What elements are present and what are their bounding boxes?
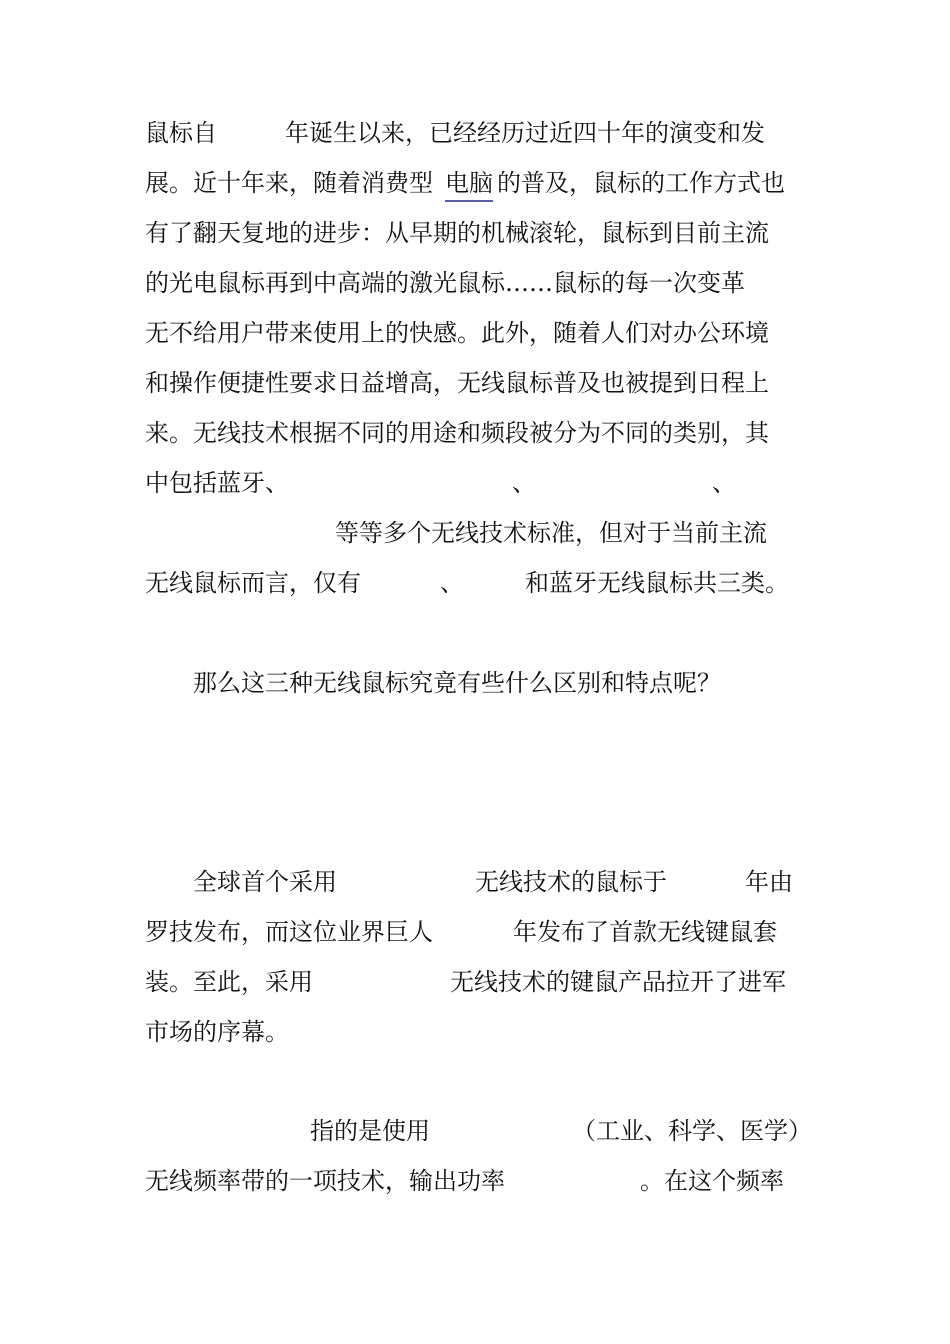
text-segment: 无不给用户带来使用上的快感。此外，随着人们对办公环境 [145,319,769,347]
text-segment: 年发布了首款无线键鼠套 [513,918,777,946]
text-segment: （工业、科学、医学） [572,1117,812,1145]
text-segment: 展。近十年来，随着消费型 [145,169,433,197]
text-segment: 、 [712,469,736,497]
text-segment: 。在这个频率 [640,1167,784,1195]
text-segment: 有了翻天复地的进步：从早期的机械滚轮，鼠标到目前主流 [145,219,769,247]
text-segment: 装。至此，采用 [145,968,313,996]
text-segment: 来。无线技术根据不同的用途和频段被分为不同的类别，其 [145,419,769,447]
text-segment: 、 [440,569,464,597]
text-segment: 的普及，鼠标的工作方式也 [497,169,785,197]
text-segment: 年诞生以来，已经经历过近四十年的演变和发 [285,119,765,147]
text-segment: 等等多个无线技术标准，但对于当前主流 [335,519,767,547]
text-segment: 指的是使用 [310,1117,430,1145]
hyperlink-computer[interactable]: 电脑 [445,167,493,202]
text-segment: 无线鼠标而言，仅有 [145,569,361,597]
text-segment: 无线技术的鼠标于 [475,868,667,896]
text-segment: 年由 [745,868,793,896]
text-segment: 的光电鼠标再到中高端的激光鼠标……鼠标的每一次变革 [145,269,745,297]
text-segment: 那么这三种无线鼠标究竟有些什么区别和特点呢？ [193,669,721,697]
text-segment: 中包括蓝牙、 [145,469,289,497]
text-segment: 无线频率带的一项技术，输出功率 [145,1167,505,1195]
text-segment: 全球首个采用 [193,868,337,896]
text-segment: 无线技术的键鼠产品拉开了进军 [450,968,786,996]
text-segment: 和操作便捷性要求日益增高，无线鼠标普及也被提到日程上 [145,369,769,397]
text-segment: 鼠标自 [145,119,217,147]
text-segment: 市场的序幕。 [145,1018,289,1046]
text-segment: 、 [512,469,536,497]
text-segment: 和蓝牙无线鼠标共三类。 [525,569,789,597]
text-segment: 罗技发布，而这位业界巨人 [145,918,433,946]
